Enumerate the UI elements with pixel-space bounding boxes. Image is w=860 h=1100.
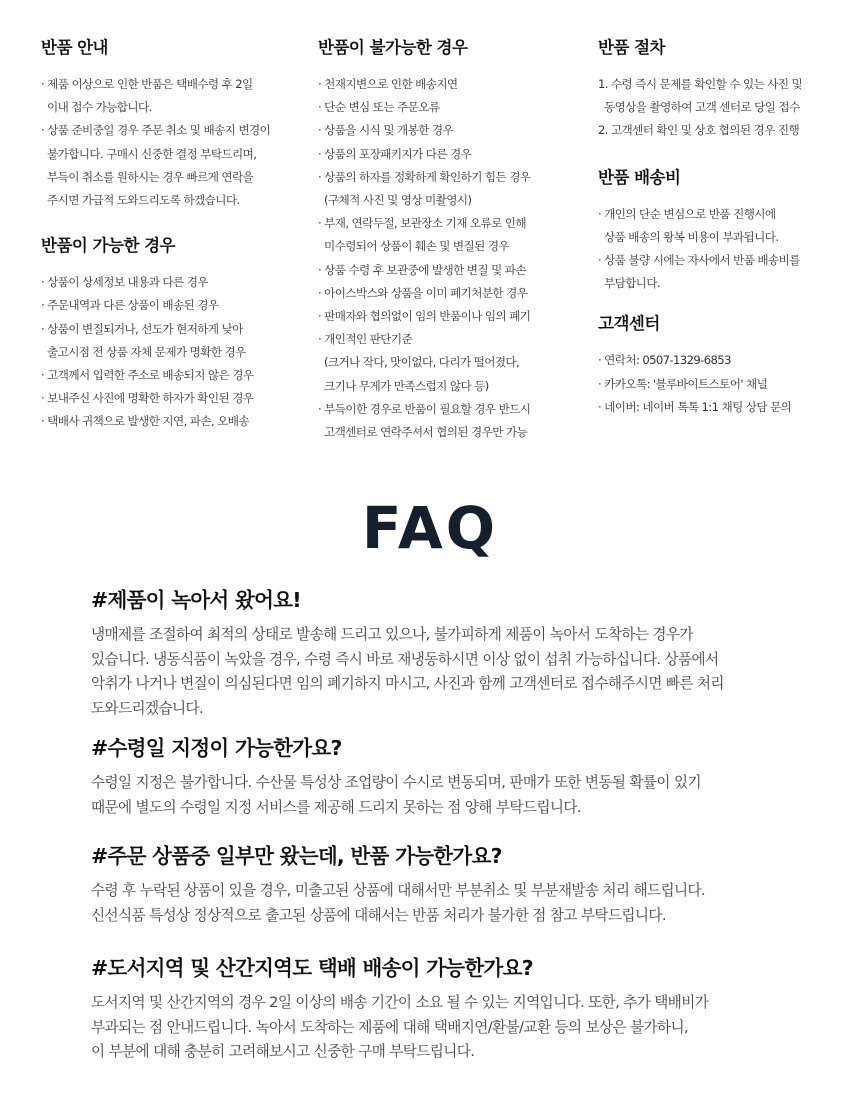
faq-answer-line: 수령일 지정은 불가합니다. 수산물 특성상 조업량이 수시로 변동되며, 판매가 또한 변동될 확률이 있기 xyxy=(91,774,701,791)
list-item xyxy=(41,387,299,410)
bullet-list xyxy=(41,73,299,212)
bullet-list xyxy=(598,203,838,296)
faq-answer-line: 이 부분에 대해 충분히 고려해보시고 신중한 구매 부탁드립니다. xyxy=(91,1043,475,1060)
faq-answer-line: 악취가 나거나 변질이 의심된다면 임의 폐기하지 마시고, 사진과 함께 고객센터로 접수해주시면 빠른 처리 xyxy=(91,675,724,692)
list-item-line: · 상품 준비중일 경우 주문 취소 및 배송지 변경이 xyxy=(41,123,271,138)
faq-answer xyxy=(91,771,791,820)
faq-answer-line: 도와드리겠습니다. xyxy=(91,699,204,717)
list-item xyxy=(318,119,580,142)
list-item-line: · 상품의 포장패키지가 다른 경우 xyxy=(318,146,472,161)
faq-question: #도서지역 및 산간지역도 택배 배송이 가능한가요? xyxy=(91,956,533,980)
list-item-line: · 개인적인 판단기준 xyxy=(318,332,413,347)
list-item-line: · 상품 불량 시에는 자사에서 반품 배송비를 xyxy=(598,253,800,268)
list-item xyxy=(318,212,580,258)
section-title: 반품 배송비 xyxy=(598,167,681,187)
faq-answer-line: 있습니다. 냉동식품이 녹았을 경우, 수령 즉시 바로 재냉동하시면 이상 없이 섭취 가능하십니다. 상품에서 xyxy=(91,650,719,668)
faq-answer-line: 부과되는 점 안내드립니다. 녹아서 도착하는 제품에 대해 택배지연/환불/교환 등의 보상은 불가하니, xyxy=(91,1018,689,1036)
faq-question: #제품이 녹아서 왔어요! xyxy=(91,588,301,612)
faq-question: #주문 상품중 일부만 왔는데, 반품 가능한가요? xyxy=(91,844,502,868)
list-item-line: · 고객께서 입력한 주소로 배송되지 않은 경우 xyxy=(41,368,254,383)
section-title: 고객센터 xyxy=(598,314,660,334)
list-item-line: 이내 접수 가능합니다. xyxy=(47,100,152,115)
list-item xyxy=(598,73,838,119)
faq-answer-line: 도서지역 및 산간지역의 경우 2일 이상의 배송 기간이 소요 될 수 있는 지역입니다. 또한, 추가 택배비가 xyxy=(91,994,709,1011)
list-item-line: 불가합니다. 구매시 신중한 결정 부탁드리며, xyxy=(47,146,257,161)
bullet-list xyxy=(318,73,580,444)
list-item xyxy=(598,373,838,396)
list-item-line: (크거나 작다, 맛이없다, 다리가 떨어졌다, xyxy=(324,355,520,370)
list-item xyxy=(318,259,580,282)
list-item-line: · 상품이 변질되거나, 선도가 현저하게 낮아 xyxy=(41,321,243,336)
list-item xyxy=(598,203,838,249)
list-item-line: 1. 수령 즉시 문제를 확인할 수 있는 사진 및 xyxy=(598,77,803,91)
faq-list xyxy=(91,585,791,1065)
column-middle xyxy=(318,36,580,444)
bullet-list xyxy=(41,271,299,433)
list-item xyxy=(318,73,580,96)
list-item-line: 2. 고객센터 확인 및 상호 협의된 경우 진행 xyxy=(598,123,800,138)
list-item xyxy=(598,249,838,295)
section-return-shipping xyxy=(598,166,838,296)
list-item xyxy=(318,143,580,166)
faq-heading: FAQ xyxy=(361,494,499,562)
section-return-info xyxy=(41,36,299,212)
faq-answer-line: 수령 후 누락된 상품이 있을 경우, 미출고된 상품에 대해서만 부분취소 및 부분재발송 처리 해드립니다. xyxy=(91,882,705,899)
list-item-line: · 상품이 상세정보 내용과 다른 경우 xyxy=(41,275,208,290)
section-title: 반품이 불가능한 경우 xyxy=(318,38,468,57)
section-not-returnable xyxy=(318,36,580,444)
list-item-line: · 주문내역과 다른 상품이 배송된 경우 xyxy=(41,298,219,313)
list-item xyxy=(41,294,299,317)
section-title: 반품 안내 xyxy=(41,38,109,57)
list-item-line: 동영상을 촬영하여 고객 센터로 당일 접수 xyxy=(604,100,800,115)
list-item-line: 크기나 무게가 만족스럽지 않다 등) xyxy=(324,378,489,393)
list-item xyxy=(41,73,299,119)
faq-answer-line: 신선식품 특성상 정상적으로 출고된 상품에 대해서는 반품 처리가 불가한 점 참고 부탁드립니다. xyxy=(91,906,666,924)
list-item-line: · 네이버: 네이버 톡톡 1:1 채팅 상담 문의 xyxy=(598,399,792,414)
list-item xyxy=(318,282,580,305)
list-item-line: · 개인의 단순 변심으로 반품 진행시에 xyxy=(598,206,776,221)
contact-list xyxy=(598,349,838,419)
list-item xyxy=(318,398,580,444)
list-item-line: · 단순 변심 또는 주문오류 xyxy=(318,100,440,115)
list-item xyxy=(41,271,299,294)
section-title: 반품 절차 xyxy=(598,38,666,57)
list-item xyxy=(598,119,838,142)
section-customer-center xyxy=(598,312,838,419)
faq-answer xyxy=(91,879,791,928)
list-item xyxy=(318,328,580,398)
faq-question: #수령일 지정이 가능한가요? xyxy=(91,736,342,760)
faq-answer-line: 냉매제를 조절하여 최적의 상태로 발송해 드리고 있으나, 불가피하게 제품이 녹아서 도착하는 경우가 xyxy=(91,626,693,643)
list-item xyxy=(41,410,299,433)
section-title: 반품이 가능한 경우 xyxy=(41,236,176,256)
list-item-line: · 제품 이상으로 인한 반품은 택배수령 후 2일 xyxy=(41,77,253,91)
list-item-line: 부득이 취소를 원하시는 경우 빠르게 연락을 xyxy=(47,169,254,184)
list-item-line: · 택배사 귀책으로 발생한 지연, 파손, 오배송 xyxy=(41,414,249,429)
list-item xyxy=(598,396,838,419)
list-item xyxy=(318,96,580,119)
list-item-line: · 카카오톡: '블루바이트스토어' 채널 xyxy=(598,376,768,391)
section-returnable xyxy=(41,234,299,433)
list-item-line: · 부재, 연락두절, 보관장소 기재 오류로 인해 xyxy=(318,216,526,231)
section-return-procedure xyxy=(598,36,838,143)
list-item-line: · 보내주신 사진에 명확한 하자가 확인된 경우 xyxy=(41,391,254,406)
list-item xyxy=(598,349,838,372)
list-item-line: · 아이스박스와 상품을 이미 폐기처분한 경우 xyxy=(318,285,528,300)
list-item xyxy=(41,364,299,387)
list-item-line: 주시면 가급적 도와드리도록 하겠습니다. xyxy=(47,193,240,208)
list-item-line: · 부득이한 경우로 반품이 필요할 경우 반드시 xyxy=(318,401,531,416)
list-item-line: 상품 배송의 왕복 비용이 부과됩니다. xyxy=(604,229,779,244)
faq-answer xyxy=(91,623,791,721)
list-item-line: · 연락처: 0507-1329-6853 xyxy=(598,353,731,368)
faq-item xyxy=(91,841,791,928)
list-item-line: 미수령되어 상품이 훼손 및 변질된 경우 xyxy=(324,239,510,254)
list-item-line: 출고시점 전 상품 자체 문제가 명확한 경우 xyxy=(47,344,246,359)
list-item-line: · 상품 수령 후 보관중에 발생한 변질 및 파손 xyxy=(318,262,526,277)
list-item-line: · 상품을 시식 및 개봉한 경우 xyxy=(318,123,454,138)
numbered-list xyxy=(598,73,838,143)
faq-answer-line: 때문에 별도의 수령일 지정 서비스를 제공해 드리지 못하는 점 양해 부탁드립니다. xyxy=(91,798,581,816)
faq-item xyxy=(91,733,791,820)
column-left xyxy=(41,36,299,434)
column-right xyxy=(598,36,838,419)
list-item-line: · 천재지변으로 인한 배송지연 xyxy=(318,77,458,91)
list-item-line: · 상품의 하자를 정확하게 확인하기 힘든 경우 xyxy=(318,169,531,184)
list-item-line: 부담합니다. xyxy=(604,276,661,291)
list-item-line: · 판매자와 협의없이 임의 반품이나 임의 폐기 xyxy=(318,309,531,324)
list-item-line: (구체적 사진 및 영상 미촬영시) xyxy=(324,193,472,208)
faq-item xyxy=(91,585,791,721)
list-item-line: 고객센터로 연락주셔서 협의된 경우만 가능 xyxy=(324,425,528,440)
faq-answer xyxy=(91,991,791,1065)
faq-item xyxy=(91,953,791,1065)
list-item xyxy=(41,318,299,364)
list-item xyxy=(318,166,580,212)
list-item xyxy=(41,119,299,212)
list-item xyxy=(318,305,580,328)
